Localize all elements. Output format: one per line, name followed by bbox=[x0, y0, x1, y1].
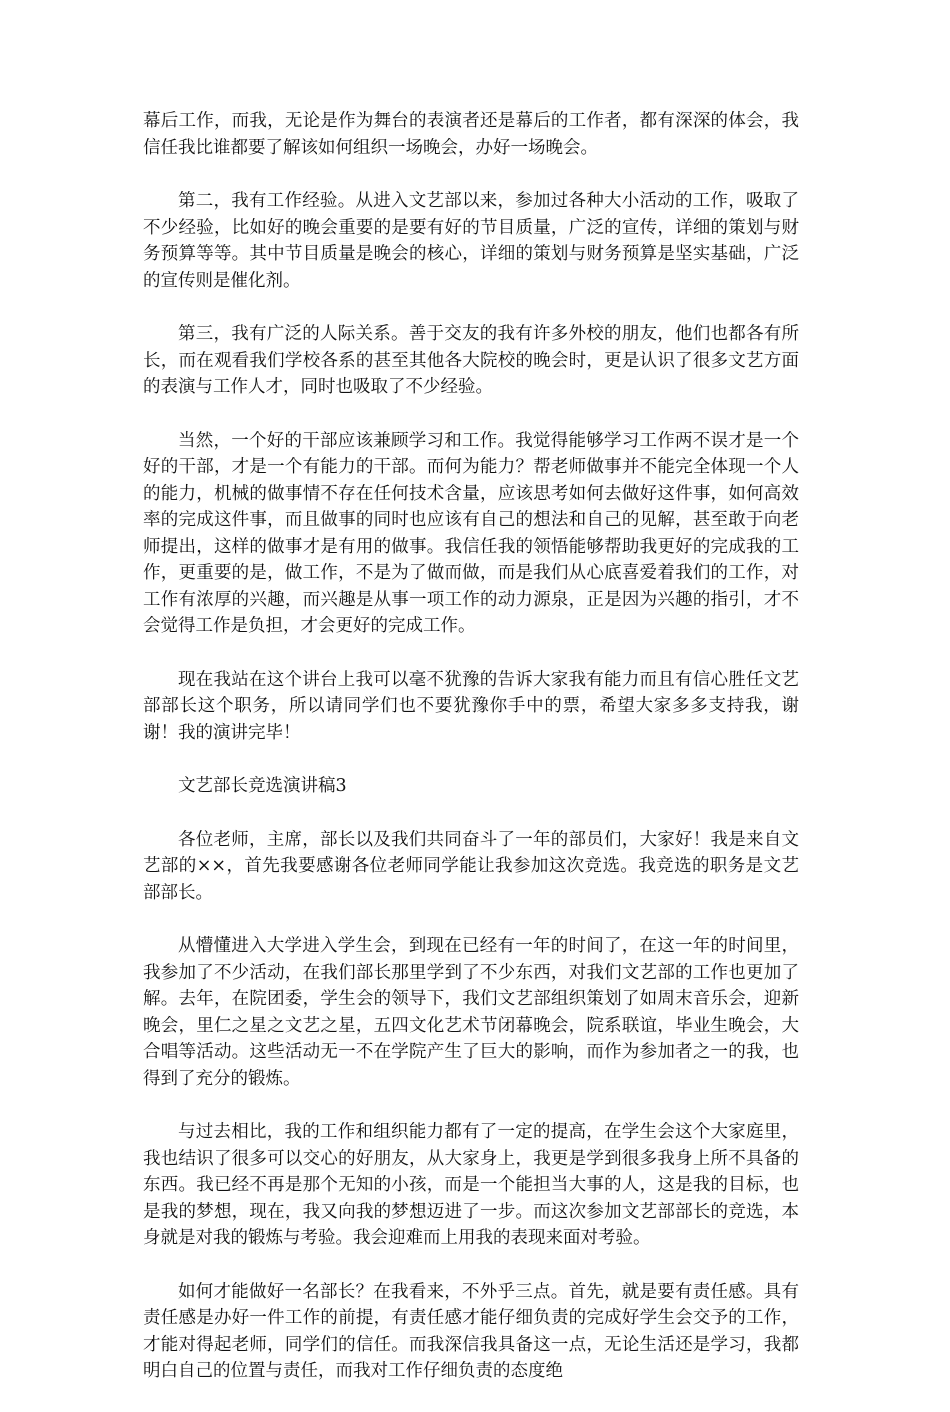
document-body bbox=[143, 108, 799, 1412]
paragraph-study-and-work: 当然，一个好的干部应该兼顾学习和工作。我觉得能够学习工作两不误才是一个好的干部，才是一个有能力的干部。而何为能力？帮老师做事并不能完全体现一个人的能力，机械的做事情不存在任何技术含量，应该思考如何去做好这件事，如何高效率的完成这件事，而且做事的同时也应该有自己的想法和自己的见解，甚至敢于向老师提出，这样的做事才是有用的做事。我信任我的领悟能够帮助我更好的完成我的工作，更重要的是，做工作，不是为了做而做，而是我们从心底喜爱着我们的工作，对工作有浓厚的兴趣，而兴趣是从事一项工作的动力源泉，正是因为兴趣的指引，才不会觉得工作是负担，才会更好的完成工作。 bbox=[143, 430, 799, 636]
paragraph-work-experience: 第二，我有工作经验。从进入文艺部以来，参加过各种大小活动的工作，吸取了不少经验，比如好的晚会重要的是要有好的节目质量，广泛的宣传，详细的策划与财务预算等等。其中节目质量是晚会的核心，详细的策划与财务预算是坚实基础，广泛的宣传则是催化剂。 bbox=[143, 191, 799, 291]
paragraph-social-network: 第三，我有广泛的人际关系。善于交友的我有许多外校的朋友，他们也都各有所长，而在观看我们学校各系的甚至其他各大院校的晚会时，更是认识了很多文艺方面的表演与工作人才，同时也吸取了不少经验。 bbox=[143, 324, 799, 397]
paragraph-responsibility: 如何才能做好一名部长？在我看来，不外乎三点。首先，就是要有责任感。具有责任感是办好一件工作的前提，有责任感才能仔细负责的完成好学生会交予的工作，才能对得起老师，同学们的信任。而我深信我具备这一点，无论生活还是学习，我都明白自己的位置与责任，而我对工作仔细负责的态度绝 bbox=[143, 1281, 799, 1381]
paragraph-past-year: 从懵懂进入大学进入学生会，到现在已经有一年的时间了，在这一年的时间里，我参加了不少活动，在我们部长那里学到了不少东西，对我们文艺部的工作也更加了解。去年，在院团委，学生会的领导下，我们文艺部组织策划了如周末音乐会，迎新晚会，里仁之星之文艺之星，五四文化艺术节闭幕晚会，院系联谊，毕业生晚会，大合唱等活动。这些活动无一不在学院产生了巨大的影响，而作为参加者之一的我，也得到了充分的锻炼。 bbox=[143, 936, 799, 1089]
paragraph-greeting: 各位老师，主席，部长以及我们共同奋斗了一年的部员们，大家好！我是来自文艺部的××，首先我要感谢各位老师同学能让我参加这次竞选。我竞选的职务是文艺部部长。 bbox=[143, 829, 799, 903]
paragraph-closing: 现在我站在这个讲台上我可以毫不犹豫的告诉大家我有能力而且有信心胜任文艺部部长这个职务，所以请同学们也不要犹豫你手中的票，希望大家多多支持我，谢谢！我的演讲完毕！ bbox=[143, 669, 799, 743]
paragraph-growth: 与过去相比，我的工作和组织能力都有了一定的提高，在学生会这个大家庭里，我也结识了很多可以交心的好朋友，从大家身上，我更是学到很多我身上所不具备的东西。我已经不再是那个无知的小孩，而是一个能担当大事的人，这是我的目标，也是我的梦想，现在，我又向我的梦想迈进了一步。而这次参加文艺部部长的竞选，本身就是对我的锻炼与考验。我会迎难而上用我的表现来面对考验。 bbox=[143, 1122, 799, 1248]
section-heading: 文艺部长竞选演讲稿3 bbox=[178, 776, 347, 796]
paragraph-continuation: 幕后工作，而我，无论是作为舞台的表演者还是幕后的工作者，都有深深的体会，我信任我比谁都要了解该如何组织一场晚会，办好一场晚会。 bbox=[143, 111, 799, 158]
